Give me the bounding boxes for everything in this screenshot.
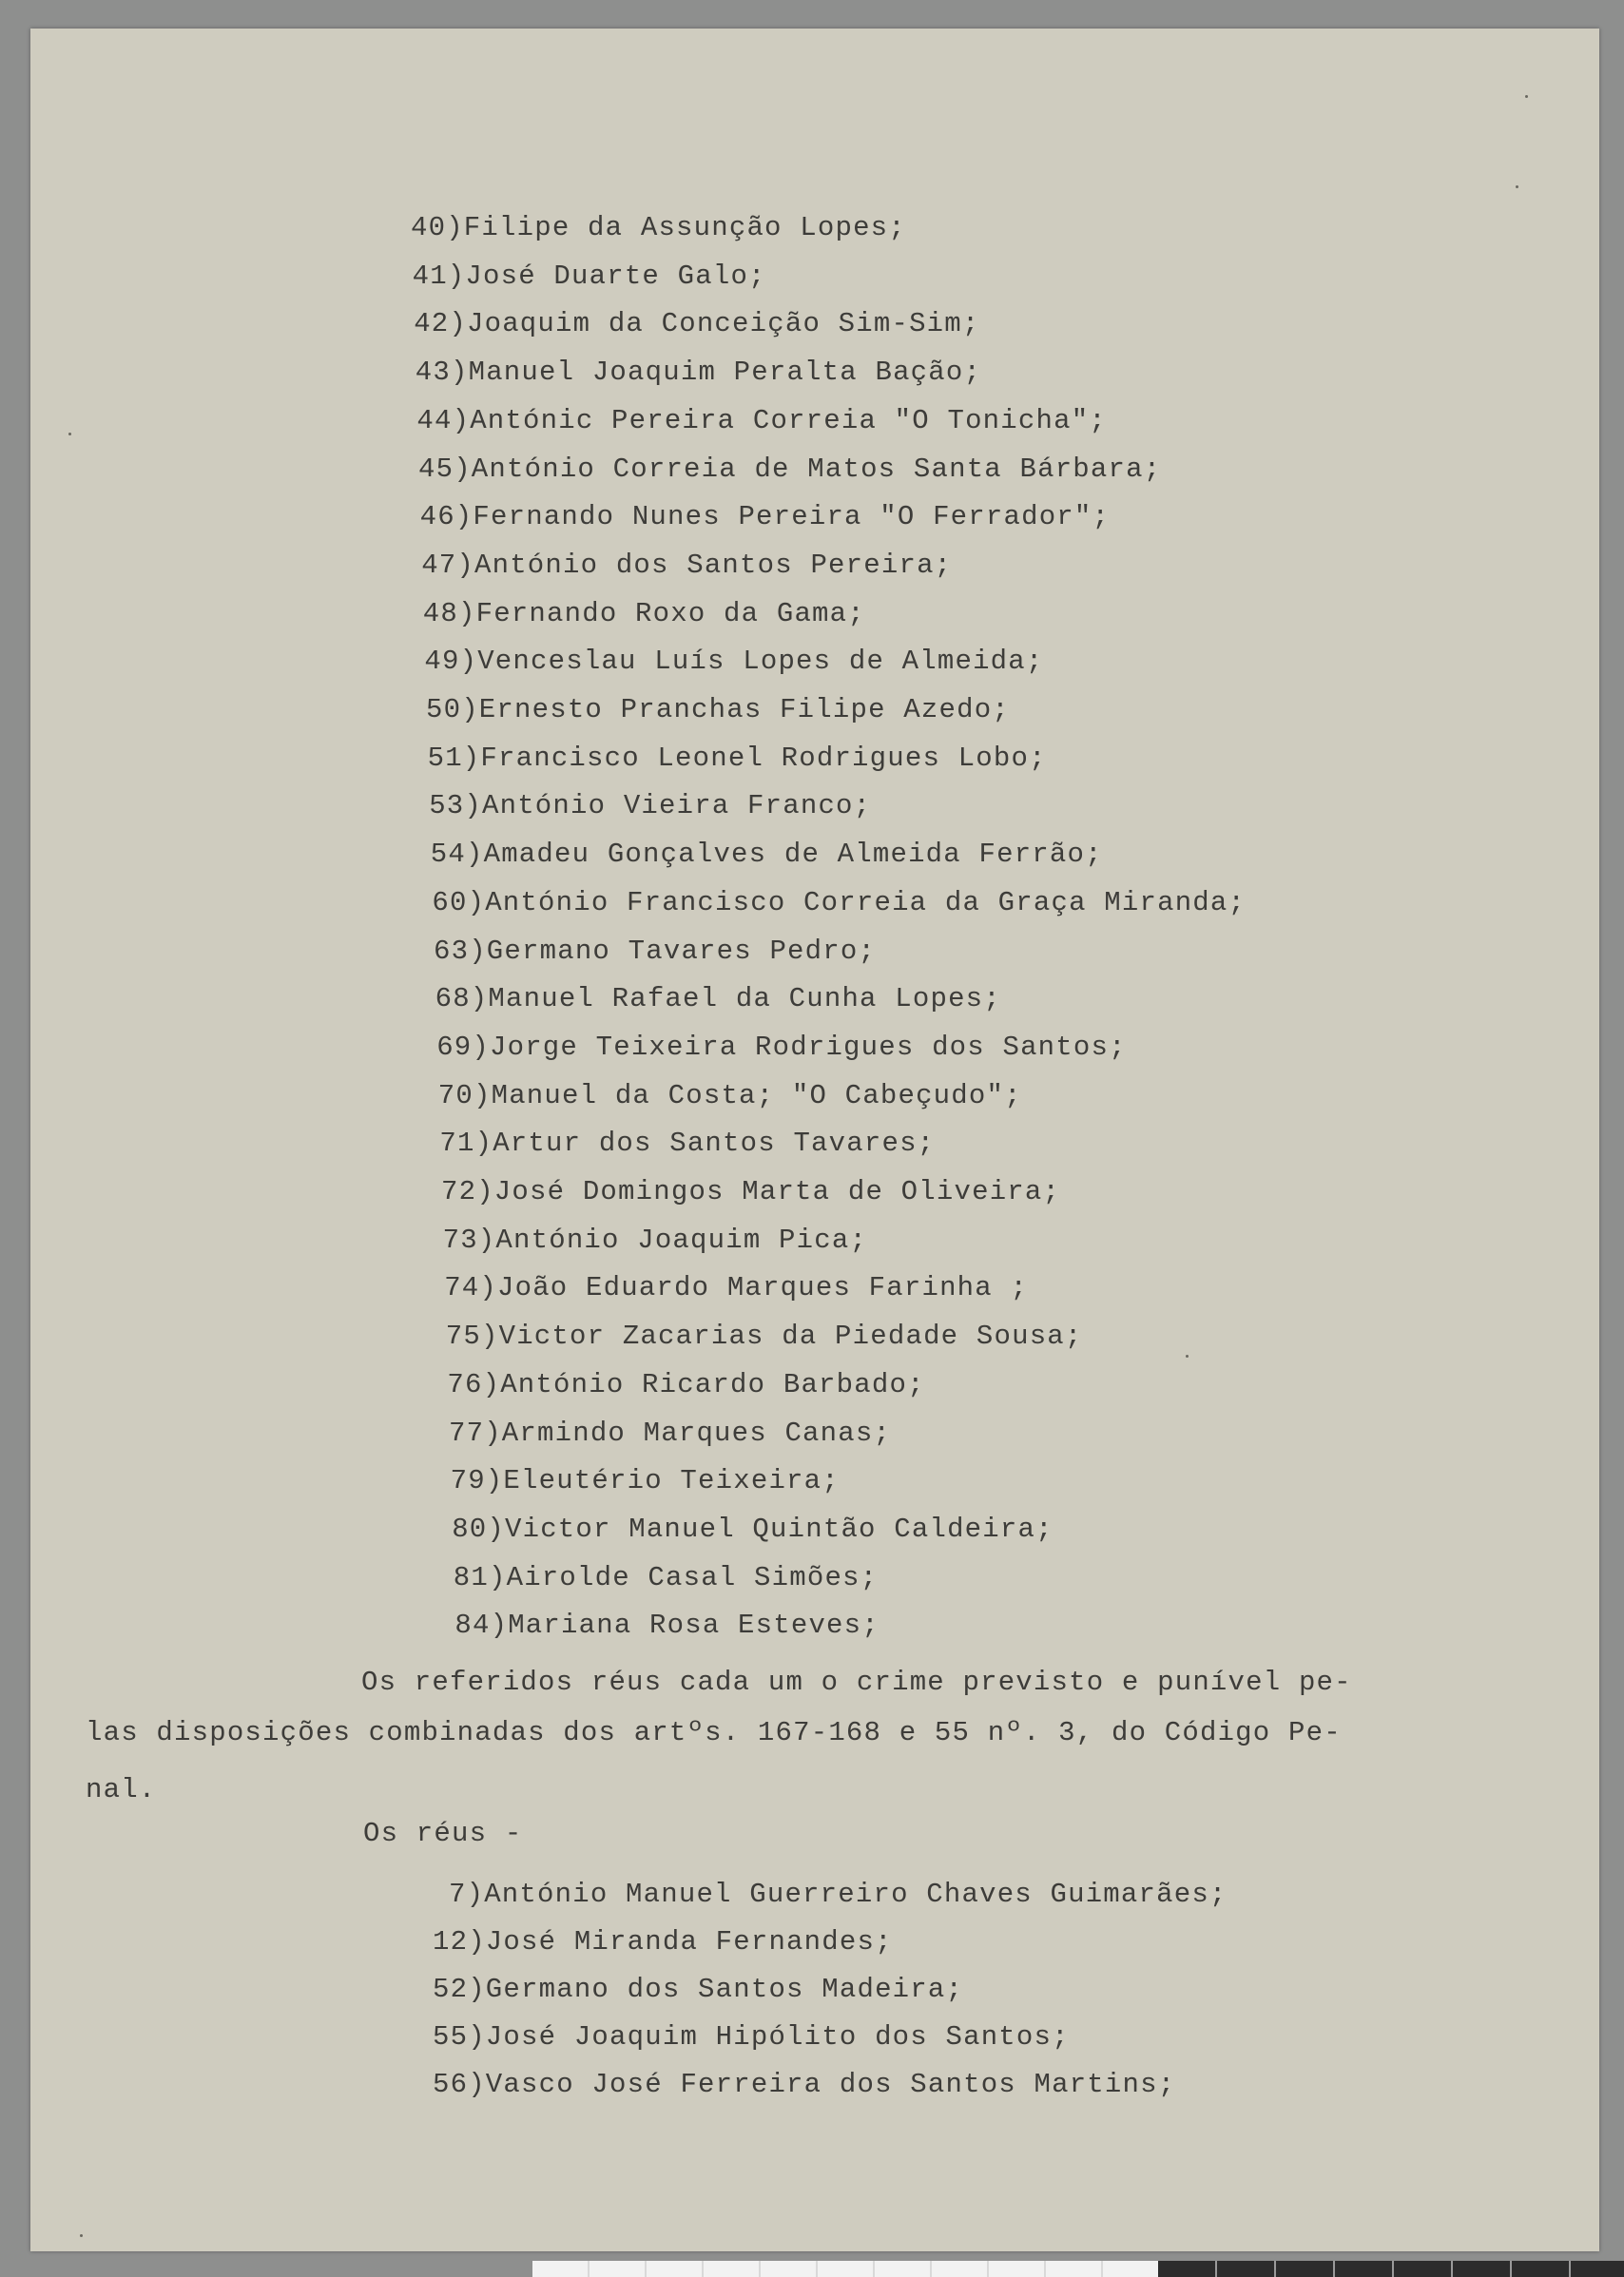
scale-ruler-dark: [1158, 2261, 1624, 2277]
list-item: 54)Amadeu Gonçalves de Almeida Ferrão;: [430, 839, 1103, 871]
list-item: 42)Joaquim da Conceição Sim-Sim;: [414, 308, 980, 340]
list-item: 55)José Joaquim Hipólito dos Santos;: [433, 2021, 1070, 2053]
list-item: 41)José Duarte Galo;: [412, 260, 766, 292]
paper-speck: [1516, 185, 1518, 188]
list-item: 48)Fernando Roxo da Gama;: [422, 597, 865, 629]
list-item: 79)Eleutério Teixeira;: [450, 1465, 840, 1497]
list-item: 63)Germano Tavares Pedro;: [434, 935, 877, 967]
paragraph-line-3: nal.: [86, 1774, 157, 1805]
paper-speck: [1186, 1355, 1189, 1358]
list-item: 45)António Correia de Matos Santa Bárbara;: [418, 453, 1162, 485]
heading-reus: Os réus -: [363, 1818, 523, 1849]
list-item: 69)Jorge Teixeira Rodrigues dos Santos;: [436, 1031, 1127, 1063]
list-item: 81)Airolde Casal Simões;: [453, 1561, 879, 1593]
paper-speck: [68, 433, 71, 435]
list-item: 60)António Francisco Correia da Graça Miranda;: [432, 886, 1247, 918]
list-item: 77)Armindo Marques Canas;: [449, 1417, 892, 1449]
list-item: 80)Victor Manuel Quintão Caldeira;: [452, 1513, 1054, 1545]
list-item: 52)Germano dos Santos Madeira;: [433, 1974, 964, 2005]
list-item: 70)Manuel da Costa; "O Cabeçudo";: [437, 1079, 1022, 1111]
list-item: 74)João Eduardo Marques Farinha ;: [444, 1272, 1029, 1304]
list-item: 49)Venceslau Luís Lopes de Almeida;: [424, 646, 1044, 678]
list-item: 72)José Domingos Marta de Oliveira;: [441, 1176, 1061, 1207]
list-item: 46)Fernando Nunes Pereira "O Ferrador";: [419, 501, 1111, 533]
list-item: 71)Artur dos Santos Tavares;: [439, 1128, 936, 1160]
list-item: 44)Antónic Pereira Correia "O Tonicha";: [416, 404, 1107, 436]
list-item: 84)Mariana Rosa Esteves;: [454, 1610, 880, 1642]
paragraph-line-2: las disposições combinadas dos artºs. 167-168 e 55 nº. 3, do Código Pe-: [86, 1717, 1342, 1748]
paper-speck: [80, 2234, 83, 2237]
paper-speck: [1525, 95, 1528, 98]
list-item: 40)Filipe da Assunção Lopes;: [411, 212, 906, 243]
paragraph-line-1: Os referidos réus cada um o crime previsto e punível pe-: [361, 1667, 1352, 1698]
list-item: 73)António Joaquim Pica;: [442, 1224, 868, 1256]
list-item: 56)Vasco José Ferreira dos Santos Martins;: [433, 2069, 1176, 2100]
list-item: 12)José Miranda Fernandes;: [433, 1926, 893, 1958]
list-item: 50)Ernesto Pranchas Filipe Azedo;: [426, 694, 1010, 725]
list-item: 7)António Manuel Guerreiro Chaves Guimarães;: [449, 1879, 1228, 1910]
list-item: 68)Manuel Rafael da Cunha Lopes;: [435, 983, 1001, 1015]
list-item: 43)Manuel Joaquim Peralta Bação;: [415, 357, 982, 389]
list-item: 76)António Ricardo Barbado;: [447, 1368, 925, 1400]
list-item: 51)Francisco Leonel Rodrigues Lobo;: [427, 742, 1047, 774]
list-item: 47)António dos Santos Pereira;: [421, 549, 953, 581]
list-item: 53)António Vieira Franco;: [429, 790, 872, 822]
list-item: 75)Victor Zacarias da Piedade Sousa;: [445, 1321, 1083, 1353]
